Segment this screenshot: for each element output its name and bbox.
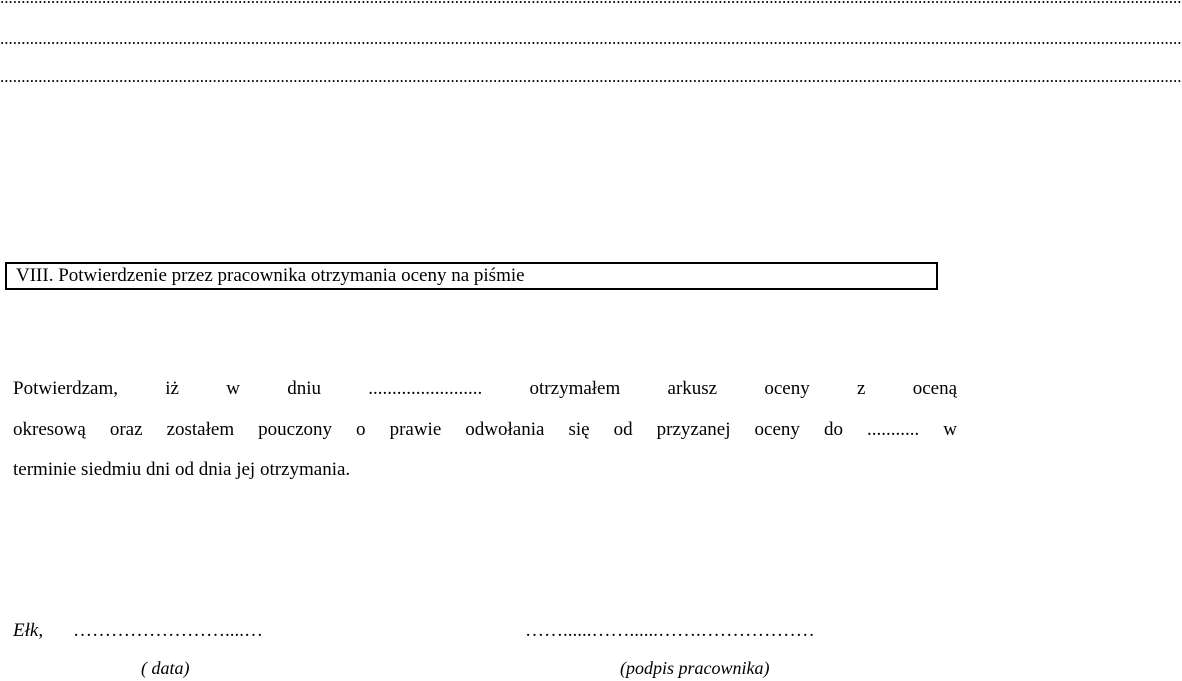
section-heading-box xyxy=(5,262,938,290)
date-fill-dots: ……………………....… xyxy=(73,620,263,641)
signature-fill-dots: ……......……......…….……………… xyxy=(525,620,815,641)
dotted-fill-line-3: ...................................................................................................................................................................................................................................................................................... xyxy=(0,67,1182,86)
statement-line-2: okresową oraz zostałem pouczony o prawie odwołania się od przyzanej oceny do ........... w xyxy=(13,419,957,440)
statement-line-3: terminie siedmiu dni od dnia jej otrzymania. xyxy=(13,459,351,480)
statement-line-1: Potwierdzam, iż w dniu ........................ otrzymałem arkusz oceny z oceną xyxy=(13,378,957,399)
dotted-fill-line-1 xyxy=(0,0,959,7)
signature-caption: (podpis pracownika) xyxy=(620,658,770,678)
dotted-fill-line-2: ...................................................................................................................................................................................................................................................................................... xyxy=(0,29,1182,48)
date-caption: ( data) xyxy=(141,658,190,678)
section-title: VIII. Potwierdzenie przez pracownika otrzymania oceny na piśmie xyxy=(16,265,525,286)
place-label: Ełk, xyxy=(13,620,44,641)
